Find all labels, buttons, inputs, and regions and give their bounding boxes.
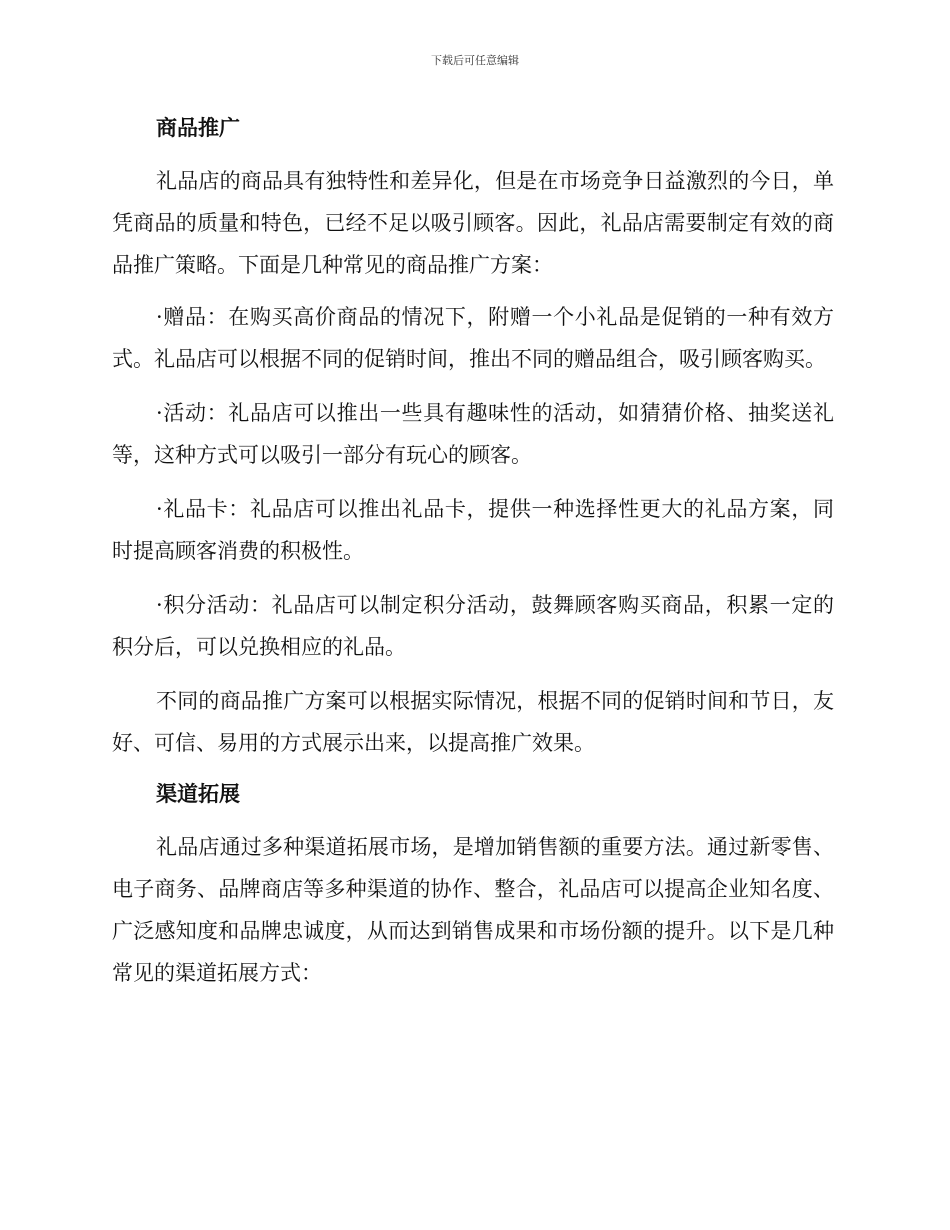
page-header-note: 下载后可任意编辑 [431,54,519,67]
promotion-intro-paragraph: 礼品店的商品具有独特性和差异化，但是在市场竞争日益激烈的今日，单凭商品的质量和特色，已经不足以吸引顾客。因此，礼品店需要制定有效的商品推广策略。下面是几种常见的商品推广方案： [112,169,834,277]
promotion-closing-paragraph: 不同的商品推广方案可以根据实际情况，根据不同的促销时间和节日，友好、可信、易用的方式展示出来，以提高推广效果。 [112,689,834,755]
promotion-bullet-activity: ·活动：礼品店可以推出一些具有趣味性的活动，如猜猜价格、抽奖送礼等，这种方式可以吸引一部分有玩心的顾客。 [112,401,834,467]
channels-intro-paragraph: 礼品店通过多种渠道拓展市场，是增加销售额的重要方法。通过新零售、电子商务、品牌商店等多种渠道的协作、整合，礼品店可以提高企业知名度、广泛感知度和品牌忠诚度，从而达到销售成果和市场份额的提升。以下是几种常见的渠道拓展方式： [112,835,834,985]
section-title-promotion: 商品推广 [156,116,240,140]
promotion-bullet-gift: ·赠品：在购买高价商品的情况下，附赠一个小礼品是促销的一种有效方式。礼品店可以根据不同的促销时间，推出不同的赠品组合，吸引顾客购买。 [112,305,834,371]
promotion-bullet-gift-card: ·礼品卡：礼品店可以推出礼品卡，提供一种选择性更大的礼品方案，同时提高顾客消费的积极性。 [112,497,834,563]
document-body [112,108,834,994]
section-title-channels: 渠道拓展 [156,782,240,806]
promotion-bullet-points: ·积分活动：礼品店可以制定积分活动，鼓舞顾客购买商品，积累一定的积分后，可以兑换相应的礼品。 [112,593,834,659]
